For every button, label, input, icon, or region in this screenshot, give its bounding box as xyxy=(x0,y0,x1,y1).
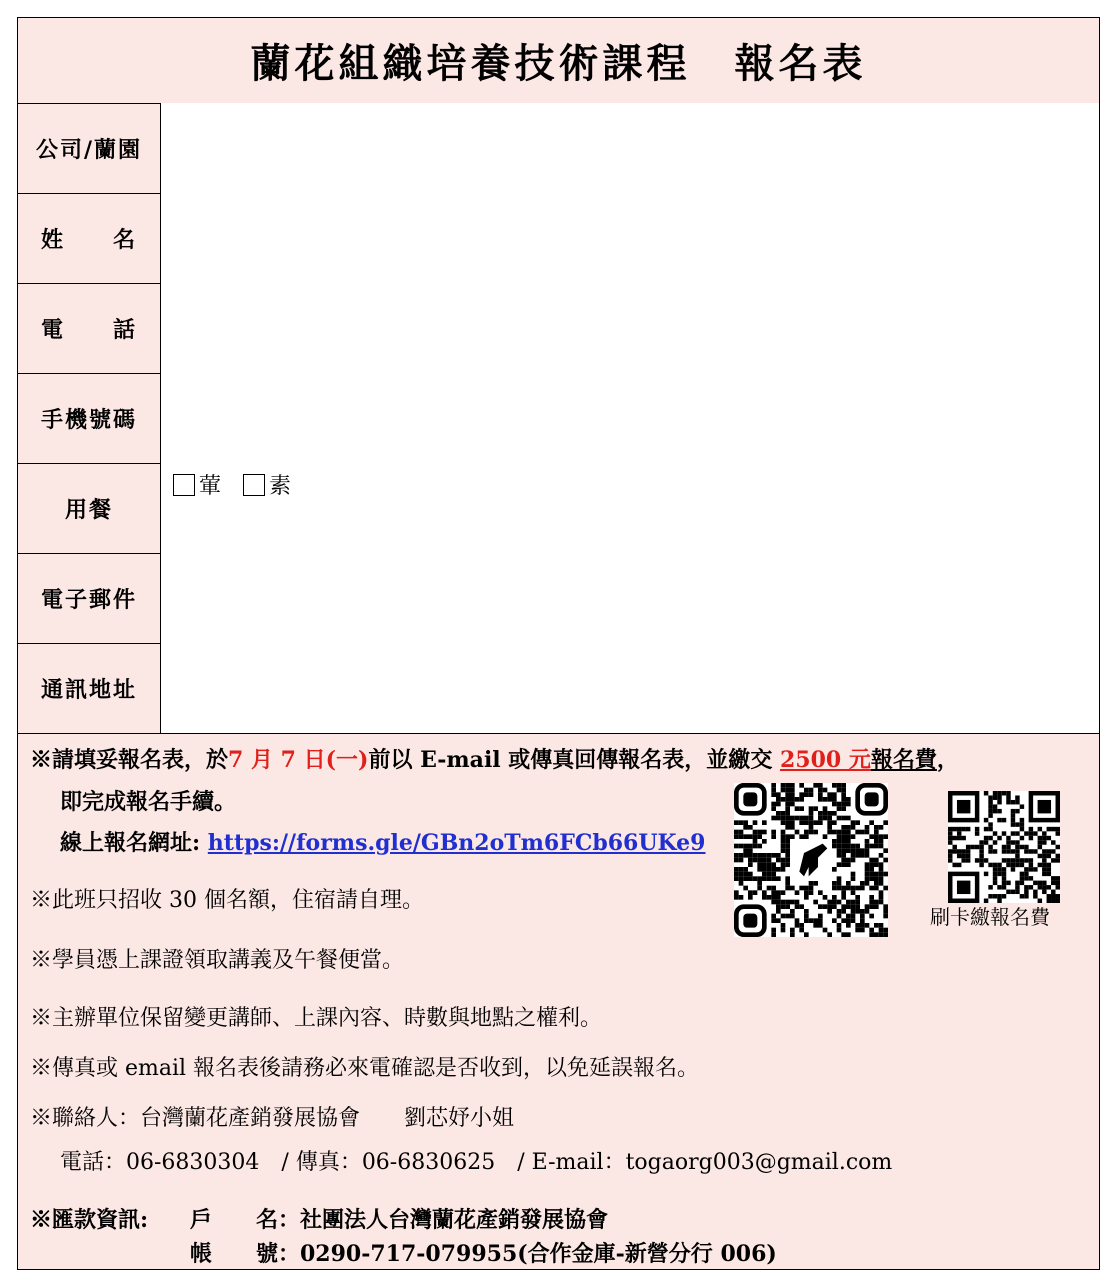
registration-form xyxy=(17,17,1100,1270)
label-email: 電子郵件 xyxy=(18,553,161,643)
payment-qr-code[interactable] xyxy=(948,791,1060,903)
note-rights: ※主辦單位保留變更講師、上課內容、時數與地點之權利。 xyxy=(30,1006,603,1031)
label-name: 姓 名 xyxy=(18,193,161,283)
label-mobile: 手機號碼 xyxy=(18,373,161,463)
phone-field[interactable] xyxy=(161,283,1099,373)
meat-checkbox[interactable] xyxy=(173,474,195,496)
form-title: 蘭花組織培養技術課程 報名表 xyxy=(18,18,1099,104)
note-deadline-line2: 即完成報名手續。 xyxy=(60,789,237,815)
online-url-line: 線上報名網址: https://forms.gle/GBn2oTm6FCb66UKe9 xyxy=(60,830,706,856)
label-company: 公司/蘭園 xyxy=(18,103,161,193)
row-email xyxy=(18,553,1099,644)
row-name xyxy=(18,193,1099,284)
online-registration-link[interactable]: https://forms.gle/GBn2oTm6FCb66UKe9 xyxy=(207,830,706,856)
meal-option-meat[interactable]: 葷 xyxy=(173,469,221,500)
note-deadline: ※請填妥報名表，於7 月 7 日(一)前以 E-mail 或傳真回傳報名表，並繳交 2500 元報名費， xyxy=(30,747,959,773)
veg-checkbox[interactable] xyxy=(243,474,265,496)
company-field[interactable] xyxy=(161,103,1099,193)
meal-option-veg[interactable]: 素 xyxy=(243,469,291,500)
row-mobile xyxy=(18,373,1099,464)
email-field[interactable] xyxy=(161,553,1099,643)
registration-qr-code[interactable] xyxy=(734,783,888,937)
remit-account-number: 帳 號：0290-717-079955(合作金庫-新營分行 006) xyxy=(190,1241,777,1267)
label-phone: 電 話 xyxy=(18,283,161,373)
note-confirm: ※傳真或 email 報名表後請務必來電確認是否收到，以免延誤報名。 xyxy=(30,1056,700,1081)
mobile-field[interactable] xyxy=(161,373,1099,463)
row-phone xyxy=(18,283,1099,374)
note-handouts: ※學員憑上課證領取講義及午餐便當。 xyxy=(30,948,405,973)
meal-field xyxy=(161,463,1099,553)
row-address xyxy=(18,643,1099,734)
label-address: 通訊地址 xyxy=(18,643,161,733)
name-field[interactable] xyxy=(161,193,1099,283)
remit-account-name: 戶 名：社團法人台灣蘭花產銷發展協會 xyxy=(190,1207,609,1233)
notes-section xyxy=(18,733,1099,1269)
remit-label: ※匯款資訊: xyxy=(30,1207,149,1233)
address-field[interactable] xyxy=(161,643,1099,733)
contact-info: 電話：06-6830304 / 傳真：06-6830625 / E-mail：togaorg003@gmail.com xyxy=(60,1150,893,1175)
qr-caption: 刷卡繳報名費 xyxy=(930,905,1050,929)
contact-person: ※聯絡人：台灣蘭花產銷發展協會 劉芯妤小姐 xyxy=(30,1106,515,1131)
row-meal xyxy=(18,463,1099,554)
note-quota: ※此班只招收 30 個名額，住宿請自理。 xyxy=(30,888,424,913)
row-company xyxy=(18,103,1099,194)
label-meal: 用餐 xyxy=(18,463,161,553)
